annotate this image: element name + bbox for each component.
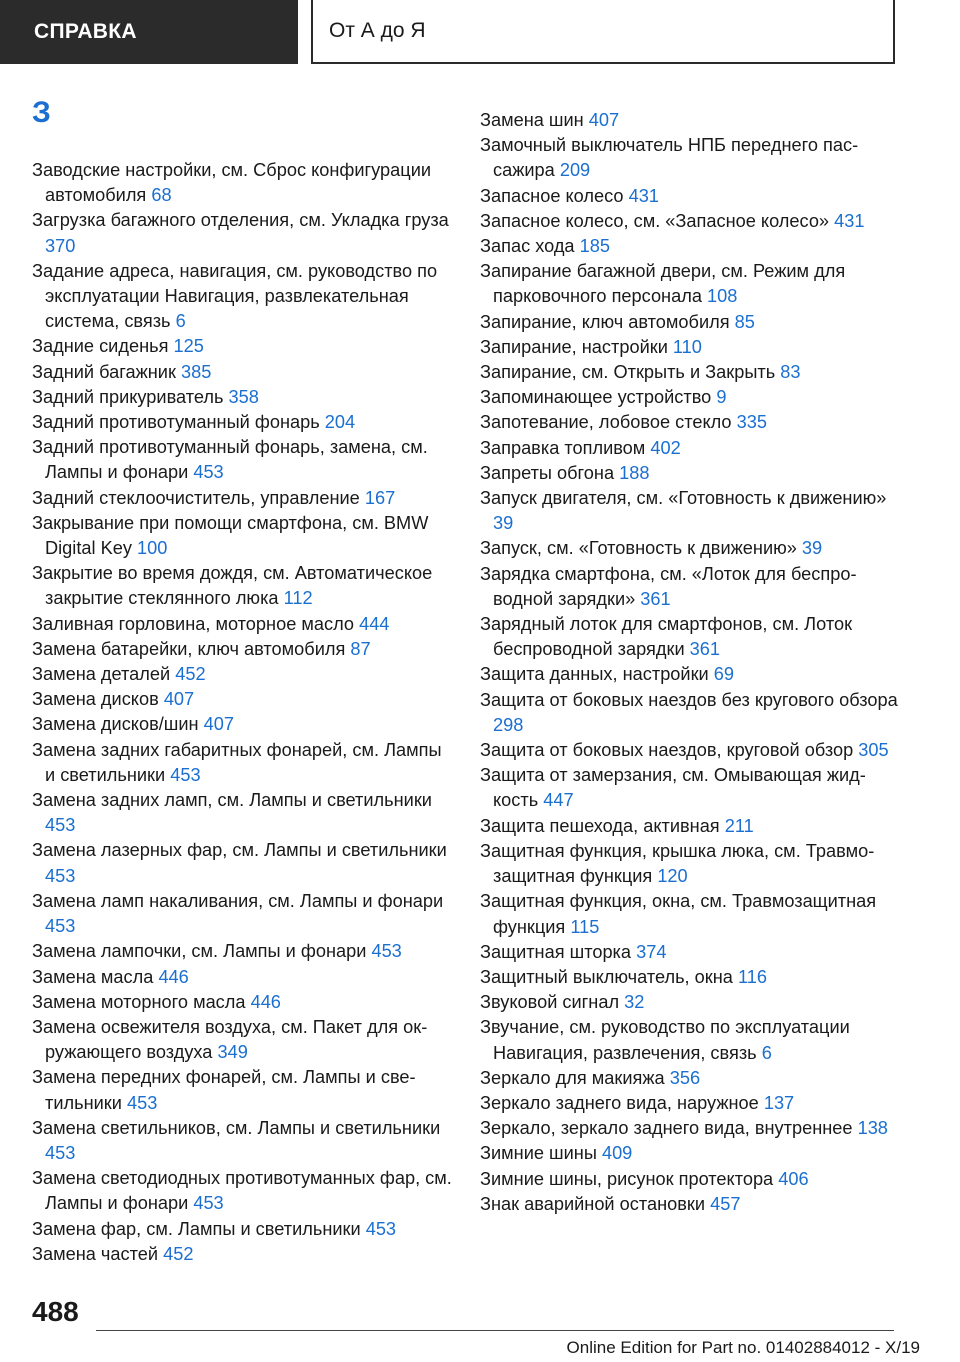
index-entry [480, 1116, 900, 1141]
index-entry [480, 209, 900, 234]
index-entry [480, 965, 900, 990]
index-entry-term: Защитная функция, крышка люка, см. Травмозащитная функция [480, 840, 875, 887]
page-reference-link[interactable]: 39 [493, 513, 514, 534]
page-reference-link[interactable]: 9 [716, 387, 727, 408]
index-entry-term: Звучание, см. руководство по эксплуатации Навигация, развлечения, связь [480, 1017, 850, 1063]
page-reference-link[interactable]: 431 [628, 185, 659, 206]
page-reference-link[interactable]: 407 [163, 689, 195, 710]
page-reference-link[interactable]: 453 [45, 865, 76, 886]
page-reference-link[interactable]: 188 [619, 462, 650, 483]
index-entry [32, 939, 452, 964]
index-entry-term: Защита данных, настройки [480, 664, 709, 685]
index-column-left [32, 158, 452, 1267]
index-entry [480, 662, 900, 687]
index-entry-term: Запасное колесо, см. «Запасное колесо» [480, 210, 830, 231]
index-entry-term: Запуск, см. «Готовность к движению» [480, 538, 797, 559]
index-entry-term: Запотевание, лобовое стекло [480, 412, 732, 433]
index-entry-term: Знак аварийной остановки [480, 1193, 706, 1214]
page-reference-link[interactable]: 68 [151, 185, 172, 206]
page-reference-link[interactable]: 453 [45, 916, 76, 937]
index-entry-term: Замена лазерных фар, см. Лампы и светильники [32, 840, 447, 861]
index-entry-term: Замена задних ламп, см. Лампы и светильники [32, 790, 432, 811]
index-entry [32, 712, 452, 737]
index-entry-term: Замена деталей [32, 664, 171, 685]
index-entry-term: Замочный выключатель НПБ переднего пассажира [480, 135, 859, 181]
page-reference-link[interactable]: 120 [657, 866, 688, 887]
index-entry-term: Запуск двигателя, см. «Готовность к движению» [480, 488, 887, 509]
index-entry-term: Запирание багажной двери, см. Режим для парковочного персонала [480, 261, 846, 307]
index-entry [480, 234, 900, 259]
index-entry-term: Зарядный лоток для смартфонов, см. Лоток беспроводной зарядки [480, 614, 853, 660]
index-entry-term: Запасное колесо [480, 185, 624, 206]
page-reference-link[interactable]: 137 [763, 1092, 795, 1113]
page-reference-link[interactable]: 87 [350, 638, 371, 659]
index-entry-term: Задний противотуманный фонарь [32, 412, 320, 433]
page-reference-link[interactable]: 204 [324, 412, 356, 433]
index-entry-term: Запреты обгона [480, 462, 615, 483]
index-entry [480, 385, 900, 410]
page-reference-link[interactable]: 349 [217, 1042, 248, 1063]
index-entry [32, 158, 452, 208]
index-entry-term: Запас хода [480, 236, 575, 257]
page-reference-link[interactable]: 138 [857, 1118, 888, 1139]
index-entry [480, 536, 900, 561]
page-reference-link[interactable]: 447 [543, 790, 574, 811]
index-entry-term: Задний багажник [32, 361, 176, 382]
footer-edition: Online Edition for Part no. 01402884012 - X/19 [566, 1338, 920, 1357]
index-entry [480, 259, 900, 309]
index-entry [32, 385, 452, 410]
index-entry [480, 839, 900, 889]
index-entry [480, 410, 900, 435]
index-entry [32, 788, 452, 838]
page-reference-link[interactable]: 6 [761, 1042, 772, 1063]
page-reference-link[interactable]: 39 [801, 538, 823, 559]
page-reference-link[interactable]: 116 [737, 966, 767, 987]
page-reference-link[interactable]: 370 [45, 235, 76, 256]
index-entry [480, 1015, 900, 1065]
index-entry-term: Защитная шторка [480, 941, 632, 962]
chapter-title: От А до Я [311, 0, 895, 64]
page-reference-link[interactable]: 356 [669, 1067, 701, 1088]
index-entry [32, 435, 452, 485]
index-entry [480, 1066, 900, 1091]
page-reference-link[interactable]: 115 [570, 916, 600, 937]
index-entry [32, 561, 452, 611]
index-entry-term: Зеркало заднего вида, наружное [480, 1092, 759, 1113]
index-entry [480, 1192, 900, 1217]
page-reference-link[interactable]: 361 [689, 639, 721, 660]
index-entry [32, 965, 452, 990]
index-entry-term: Загрузка багажного отделения, см. Укладка груза [32, 210, 449, 231]
index-entry-term: Зарядка смартфона, см. «Лоток для беспроводной зарядки» [480, 563, 857, 609]
page-reference-link[interactable]: 100 [137, 538, 168, 559]
page-reference-link[interactable]: 110 [672, 336, 702, 357]
index-entry-term: Защита от боковых наездов, круговой обзор [480, 740, 854, 761]
page-reference-link[interactable]: 457 [710, 1193, 741, 1214]
index-entry-term: Заправка топливом [480, 437, 646, 458]
index-entry-term: Замена дисков [32, 689, 159, 710]
page-reference-link[interactable]: 452 [175, 664, 206, 685]
page-reference-link[interactable]: 358 [228, 386, 259, 407]
page-reference-link[interactable]: 407 [203, 714, 235, 735]
page-reference-link[interactable]: 125 [173, 336, 204, 357]
page-reference-link[interactable]: 112 [283, 588, 313, 609]
index-entry [480, 335, 900, 360]
page-reference-link[interactable]: 209 [559, 160, 591, 181]
index-entry [32, 889, 452, 939]
index-entry [32, 1166, 452, 1216]
page-reference-link[interactable]: 185 [579, 236, 610, 257]
index-entry-term: Запоминающее устройство [480, 387, 712, 408]
index-entry-term: Задний противотуманный фонарь, замена, см. Лампы и фонари [32, 437, 428, 483]
page-reference-link[interactable]: 446 [250, 991, 281, 1012]
page-reference-link[interactable]: 446 [158, 966, 189, 987]
index-entry [480, 688, 900, 738]
index-entry-term: Замена моторного масла [32, 991, 246, 1012]
page-reference-link[interactable]: 453 [193, 1193, 224, 1214]
page-reference-link[interactable]: 453 [371, 941, 402, 962]
index-entry-term: Замена масла [32, 966, 154, 987]
page-reference-link[interactable]: 298 [493, 714, 524, 735]
index-entry-term: Защита пешехода, активная [480, 815, 720, 836]
index-entry-term: Закрытие во время дождя, см. Автоматическое закрытие стеклянного люка [32, 563, 433, 609]
index-entry [480, 612, 900, 662]
index-column-right [480, 108, 900, 1217]
page-reference-link[interactable]: 407 [588, 110, 620, 130]
index-entry [480, 1141, 900, 1166]
page-reference-link[interactable]: 431 [834, 210, 865, 231]
index-entry [32, 738, 452, 788]
page-reference-link[interactable]: 406 [778, 1168, 809, 1189]
index-entry-term: Защита от боковых наездов без кругового обзора [480, 689, 898, 710]
page-reference-link[interactable]: 402 [650, 437, 681, 458]
index-entry [480, 562, 900, 612]
index-entry [480, 310, 900, 335]
index-entry [32, 1217, 452, 1242]
index-entry-term: Замена частей [32, 1243, 159, 1264]
index-entry [32, 410, 452, 435]
page-reference-link[interactable]: 385 [180, 361, 212, 382]
page-reference-link[interactable]: 453 [170, 764, 201, 785]
index-letter-heading: З [32, 96, 51, 129]
index-entry-term: Замена ламп накаливания, см. Лампы и фонари [32, 890, 444, 911]
index-entry [32, 662, 452, 687]
index-entry-term: Замена светодиодных противотуманных фар, см. Лампы и фонари [32, 1168, 452, 1214]
index-entry [32, 637, 452, 662]
index-entry [480, 436, 900, 461]
index-entry [32, 1065, 452, 1115]
index-entry-term: Замена фар, см. Лампы и светильники [32, 1218, 361, 1239]
section-tab[interactable]: СПРАВКА [0, 0, 298, 64]
page-reference-link[interactable]: 211 [724, 815, 754, 836]
index-entry-term: Защитная функция, окна, см. Травмозащитная функция [480, 891, 877, 937]
index-entry [480, 738, 900, 763]
index-entry [32, 259, 452, 335]
index-entry [480, 990, 900, 1015]
index-entry [480, 184, 900, 209]
index-entry [480, 461, 900, 486]
index-entry [480, 940, 900, 965]
page-reference-link[interactable]: 108 [707, 286, 738, 307]
index-entry [32, 612, 452, 637]
index-entry-term: Зимние шины [480, 1143, 597, 1164]
index-entry [480, 486, 900, 536]
index-entry [480, 108, 900, 133]
page-reference-link[interactable]: 85 [734, 311, 755, 332]
index-entry [480, 133, 900, 183]
page-reference-link[interactable]: 453 [45, 815, 76, 836]
page-reference-link[interactable]: 361 [640, 588, 671, 609]
index-entry-term: Защита от замерзания, см. Омывающая жидкость [480, 765, 866, 811]
index-entry-term: Зимние шины, рисунок протектора [480, 1168, 774, 1189]
page-reference-link[interactable]: 444 [359, 613, 390, 634]
index-entry-term: Задание адреса, навигация, см. руководство по эксплуатации Навигация, развлекательная система, связь [32, 260, 438, 332]
index-entry-term: Задний прикуриватель [32, 386, 224, 407]
index-entry [480, 763, 900, 813]
page-reference-link[interactable]: 453 [193, 462, 224, 483]
index-entry [32, 511, 452, 561]
index-entry-term: Зеркало, зеркало заднего вида, внутреннее [480, 1118, 853, 1139]
index-entry-term: Защитный выключатель, окна [480, 966, 733, 987]
index-entry [480, 814, 900, 839]
page-reference-link[interactable]: 453 [126, 1092, 158, 1113]
index-entry-term: Замена шин [480, 110, 584, 130]
index-entry [32, 990, 452, 1015]
index-entry-term: Заливная горловина, моторное масло [32, 613, 355, 634]
page-reference-link[interactable]: 374 [636, 941, 667, 962]
index-entry [32, 687, 452, 712]
page-reference-link[interactable]: 453 [45, 1142, 76, 1163]
index-entry-term: Замена передних фонарей, см. Лампы и светильники [32, 1067, 416, 1113]
page-reference-link[interactable]: 167 [364, 487, 396, 508]
index-entry [480, 1167, 900, 1192]
index-entry [480, 1091, 900, 1116]
index-entry-term: Замена дисков/шин [32, 714, 199, 735]
index-entry [32, 1242, 452, 1267]
index-entry-term: Замена задних габаритных фонарей, см. Лампы и светильники [32, 739, 442, 785]
index-entry [480, 360, 900, 385]
page-reference-link[interactable]: 409 [601, 1143, 633, 1164]
index-entry-term: Закрывание при помощи смартфона, см. BMW Digital Key [32, 512, 429, 559]
index-entry-term: Зеркало для макияжа [480, 1067, 665, 1088]
index-entry-term: Запирание, настройки [480, 336, 668, 357]
page-reference-link[interactable]: 69 [713, 664, 734, 685]
page-reference-link[interactable]: 83 [780, 362, 801, 383]
index-entry-term: Запирание, см. Открыть и Закрыть [480, 362, 776, 383]
index-entry [32, 1015, 452, 1065]
page-reference-link[interactable]: 32 [624, 992, 645, 1013]
footer-divider [96, 1330, 894, 1331]
page-reference-link[interactable]: 305 [858, 740, 889, 761]
index-entry-term: Заводские настройки, см. Сброс конфигурации автомобиля [32, 160, 432, 206]
index-entry-term: Замена батарейки, ключ автомобиля [32, 638, 346, 659]
index-entry [32, 208, 452, 258]
index-entry-term: Звуковой сигнал [480, 992, 620, 1013]
index-entry-term: Запирание, ключ автомобиля [480, 311, 730, 332]
index-entry [480, 889, 900, 939]
index-entry-term: Замена светильников, см. Лампы и светильники [32, 1117, 441, 1138]
page-reference-link[interactable]: 335 [736, 412, 767, 433]
page-reference-link[interactable]: 6 [175, 311, 186, 332]
index-entry [32, 1116, 452, 1166]
index-entry-term: Задний стеклоочиститель, управление [32, 487, 360, 508]
index-entry [32, 838, 452, 888]
index-entry-term: Замена освежителя воздуха, см. Пакет для окружающего воздуха [32, 1016, 428, 1063]
index-entry-term: Замена лампочки, см. Лампы и фонари [32, 941, 367, 962]
page-reference-link[interactable]: 452 [163, 1243, 194, 1264]
index-entry [32, 360, 452, 385]
page-number: 488 [32, 1296, 79, 1327]
page-reference-link[interactable]: 453 [365, 1218, 397, 1239]
index-entry-term: Задние сиденья [32, 336, 169, 357]
index-entry [32, 486, 452, 511]
index-entry [32, 334, 452, 359]
